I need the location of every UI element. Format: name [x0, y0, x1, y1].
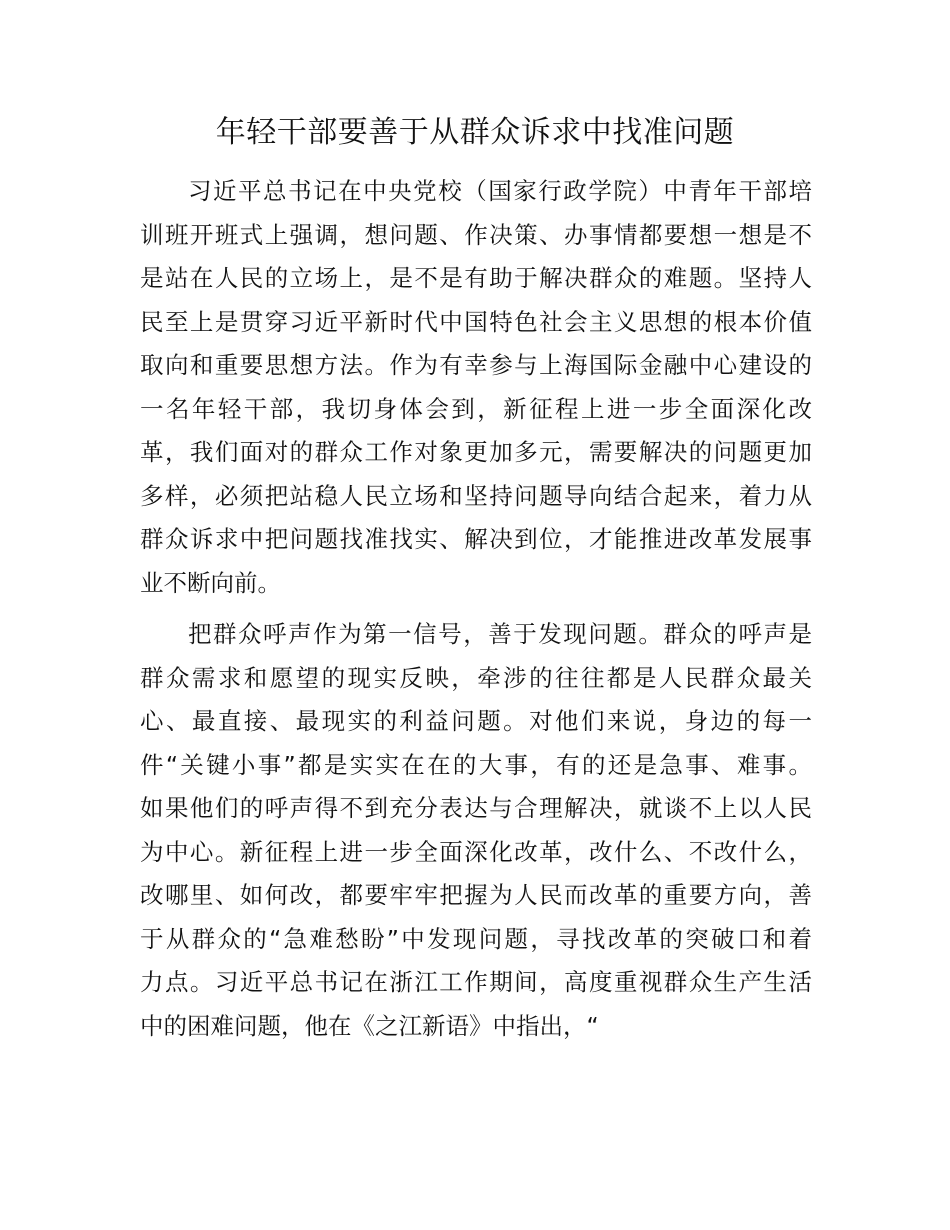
text-line: 改哪里、如何改，都要牢牢把握为人民而改革的重要方向，善 [140, 881, 812, 909]
text-line: 业不断向前。 [140, 568, 281, 597]
text-line: 中的困难问题，他在《之江新语》中指出，“ [140, 1011, 599, 1040]
document-title: 年轻干部要善于从群众诉求中找准问题 [215, 115, 735, 150]
text-line: 多样，必须把站稳人民立场和坚持问题导向结合起来，着力从 [140, 481, 812, 510]
paragraph-2 [140, 613, 812, 1048]
text-line: 一名年轻干部，我切身体会到，新征程上进一步全面深化改 [140, 394, 812, 423]
text-line: 如果他们的呼声得不到充分表达与合理解决，就谈不上以人民 [140, 794, 812, 822]
text-line: 民至上是贯穿习近平新时代中国特色社会主义思想的根本价值 [140, 307, 812, 336]
text-line: 取向和重要思想方法。作为有幸参与上海国际金融中心建设的 [140, 351, 812, 379]
text-line: 群众诉求中把问题找准找实、解决到位，才能推进改革发展事 [140, 525, 812, 553]
text-line: 习近平总书记在中央党校（国家行政学院）中青年干部培 [188, 177, 812, 205]
text-line: 力点。习近平总书记在浙江工作期间，高度重视群众生产生活 [140, 968, 812, 996]
text-line: 把群众呼声作为第一信号，善于发现问题。群众的呼声是 [188, 620, 812, 648]
paragraph-1 [140, 170, 812, 605]
text-line: 是站在人民的立场上，是不是有助于解决群众的难题。坚持人 [140, 264, 812, 292]
text-line: 件“关键小事”都是实实在在的大事，有的还是急事、难事。 [140, 750, 812, 779]
text-line: 为中心。新征程上进一步全面深化改革，改什么、不改什么， [140, 837, 812, 866]
text-line: 于从群众的“急难愁盼”中发现问题，寻找改革的突破口和着 [140, 924, 812, 953]
text-line: 训班开班式上强调，想问题、作决策、办事情都要想一想是不 [140, 220, 812, 249]
text-line: 群众需求和愿望的现实反映，牵涉的往往都是人民群众最关 [140, 663, 812, 692]
text-line: 心、最直接、最现实的利益问题。对他们来说，身边的每一 [140, 707, 812, 735]
text-line: 革，我们面对的群众工作对象更加多元，需要解决的问题更加 [140, 438, 812, 466]
